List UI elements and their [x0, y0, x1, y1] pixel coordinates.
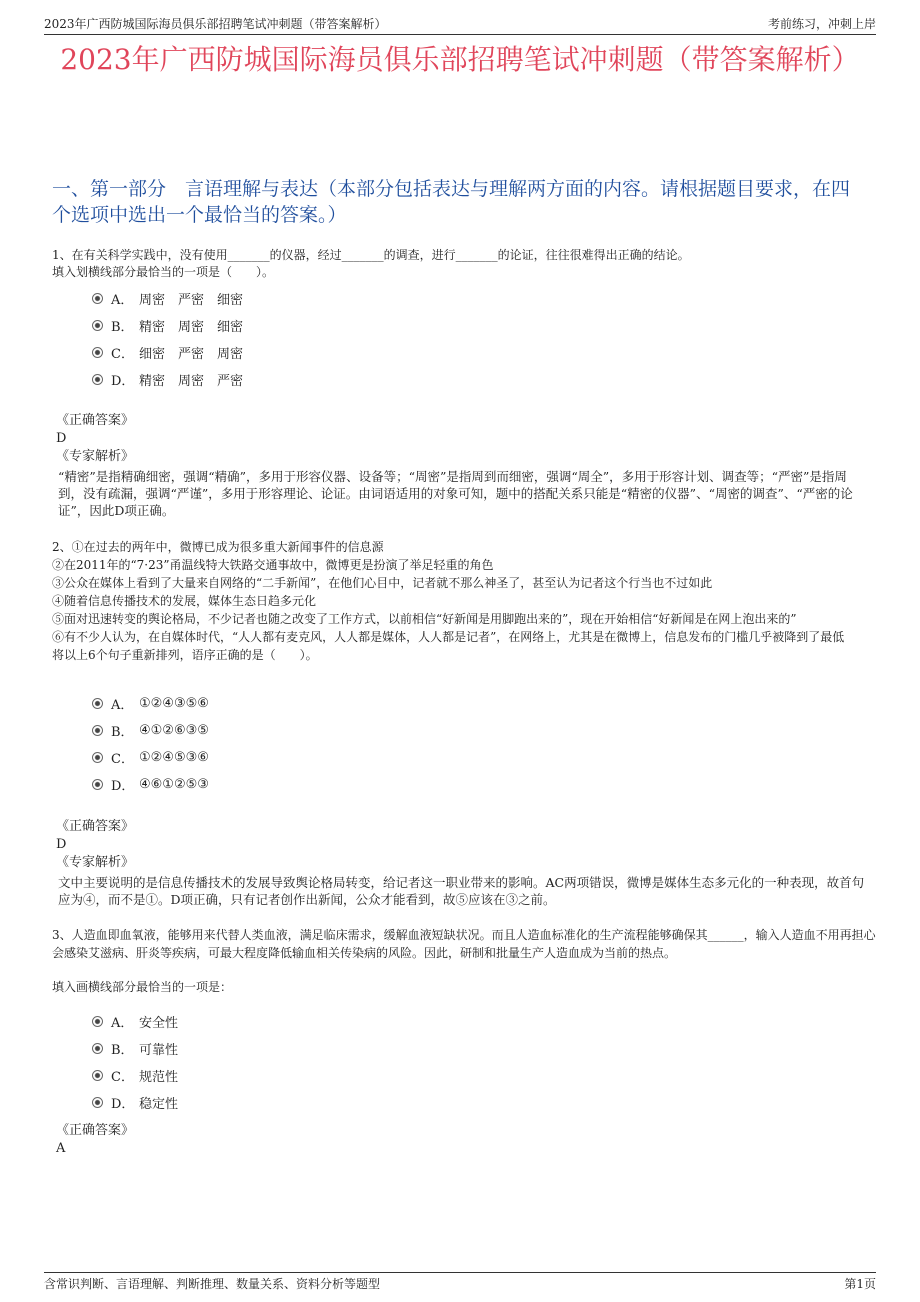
question-2-prompt: 将以上6个句子重新排列，语序正确的是（ ）。 — [52, 648, 318, 662]
question-2-line: ⑥有不少人认为，在自媒体时代，“人人都有麦克风，人人都是媒体，人人都是记者”，在网络上，尤其是在微博上，信息发布的门槛几乎被降到了最低 — [52, 630, 845, 644]
option-d[interactable]: D． 稳定性 — [92, 1089, 178, 1116]
question-3-options — [92, 1008, 178, 1116]
radio-icon[interactable] — [92, 1097, 103, 1108]
radio-icon[interactable] — [92, 698, 103, 709]
question-3-prompt: 填入画横线部分最恰当的一项是： — [52, 980, 233, 994]
header-title: 2023年广西防城国际海员俱乐部招聘笔试冲刺题（带答案解析） — [44, 17, 387, 31]
question-2-line: ②在2011年的“7·23”甬温线特大铁路交通事故中，微博更是扮演了举足轻重的角色 — [52, 558, 494, 572]
radio-icon[interactable] — [92, 1043, 103, 1054]
question-1-answer — [56, 412, 134, 466]
answer-label: 《正确答案》 — [56, 819, 135, 834]
footer-note: 含常识判断、言语理解、判断推理、数量关系、资料分析等题型 — [44, 1277, 381, 1291]
option-b[interactable]: B． ④①②⑥③⑤ — [92, 717, 209, 744]
question-1-prompt: 填入划横线部分最恰当的一项是（ ）。 — [52, 265, 275, 279]
option-c[interactable]: C． 细密 严密 周密 — [92, 339, 243, 366]
radio-icon[interactable] — [92, 293, 103, 304]
page-number: 第1页 — [844, 1277, 876, 1291]
question-1-options — [92, 285, 243, 393]
section-heading: 一、第一部分 言语理解与表达（本部分包括表达与理解两方面的内容。请根据题目要求，在四个选项中选出一个最恰当的答案。） — [52, 178, 851, 226]
page-footer — [44, 1272, 876, 1293]
answer-value: A — [56, 1141, 66, 1156]
question-2-analysis: 文中主要说明的是信息传播技术的发展导致舆论格局转变，给记者这一职业带来的影响。AC两项错误，微博是媒体生态多元化的一种表现，故首句应为④，而不是①。D项正确，只有记者创作出新闻，公众才能看到，故⑤应该在③之前。 — [58, 875, 865, 907]
answer-label: 《正确答案》 — [56, 413, 135, 428]
question-3 — [52, 926, 876, 996]
question-1 — [52, 247, 876, 281]
option-d[interactable]: D． ④⑥①②⑤③ — [92, 771, 209, 798]
analysis-label: 《专家解析》 — [56, 855, 135, 870]
option-b[interactable]: B． 精密 周密 细密 — [92, 312, 243, 339]
question-2-options — [92, 690, 209, 798]
option-b[interactable]: B． 可靠性 — [92, 1035, 178, 1062]
question-2-line: ④随着信息传播技术的发展，媒体生态日趋多元化 — [52, 594, 317, 608]
option-a[interactable]: A． ①②④③⑤⑥ — [92, 690, 209, 717]
question-2-answer — [56, 818, 134, 872]
question-2 — [52, 538, 876, 664]
document-title: 2023年广西防城国际海员俱乐部招聘笔试冲刺题（带答案解析） — [60, 43, 860, 76]
question-1-analysis: “精密”是指精确细密，强调“精确”，多用于形容仪器、设备等；“周密”是指周到而细密，强调“周全”，多用于形容计划、调查等；“严密”是指周到，没有疏漏，强调“严谨”，多用于形容理论、论证。由词语适用的对象可知，题中的搭配关系只能是“精密的仪器”、“周密的调查”、“严密的论证”，因此D项正确。 — [58, 469, 853, 518]
radio-icon[interactable] — [92, 374, 103, 385]
radio-icon[interactable] — [92, 752, 103, 763]
option-d[interactable]: D． 精密 周密 严密 — [92, 366, 243, 393]
question-3-answer — [56, 1122, 134, 1158]
header-slogan: 考前练习，冲刺上岸 — [767, 17, 876, 31]
question-1-stem: 1、在有关科学实践中，没有使用_______的仪器，经过_______的调查，进行_______的论证，往往很难得出正确的结论。 — [52, 248, 690, 262]
analysis-label: 《专家解析》 — [56, 449, 135, 464]
radio-icon[interactable] — [92, 347, 103, 358]
option-a[interactable]: A． 安全性 — [92, 1008, 178, 1035]
radio-icon[interactable] — [92, 725, 103, 736]
page-header — [44, 14, 876, 35]
radio-icon[interactable] — [92, 779, 103, 790]
radio-icon[interactable] — [92, 320, 103, 331]
option-a[interactable]: A． 周密 严密 细密 — [92, 285, 243, 312]
question-2-line: ⑤面对迅速转变的舆论格局，不少记者也随之改变了工作方式，以前相信“好新闻是用脚跑出来的”，现在开始相信“好新闻是在网上泡出来的” — [52, 612, 797, 626]
question-3-stem: 3、人造血即血氧液，能够用来代替人类血液，满足临床需求，缓解血液短缺状况。而且人造血标准化的生产流程能够确保其______，输入人造血不用再担心会感染艾滋病、肝炎等疾病，可最大程度降低输血相关传染病的风险。因此，研制和批量生产人造血成为当前的热点。 — [52, 928, 876, 960]
option-c[interactable]: C． 规范性 — [92, 1062, 178, 1089]
question-2-line: 2、①在过去的两年中，微博已成为很多重大新闻事件的信息源 — [52, 540, 384, 554]
question-2-line: ③公众在媒体上看到了大量来自网络的“二手新闻”，在他们心目中，记者就不那么神圣了，甚至认为记者这个行当也不过如此 — [52, 576, 713, 590]
radio-icon[interactable] — [92, 1016, 103, 1027]
option-c[interactable]: C． ①②④⑤③⑥ — [92, 744, 209, 771]
answer-value: D — [56, 837, 67, 852]
answer-label: 《正确答案》 — [56, 1123, 135, 1138]
radio-icon[interactable] — [92, 1070, 103, 1081]
answer-value: D — [56, 431, 67, 446]
